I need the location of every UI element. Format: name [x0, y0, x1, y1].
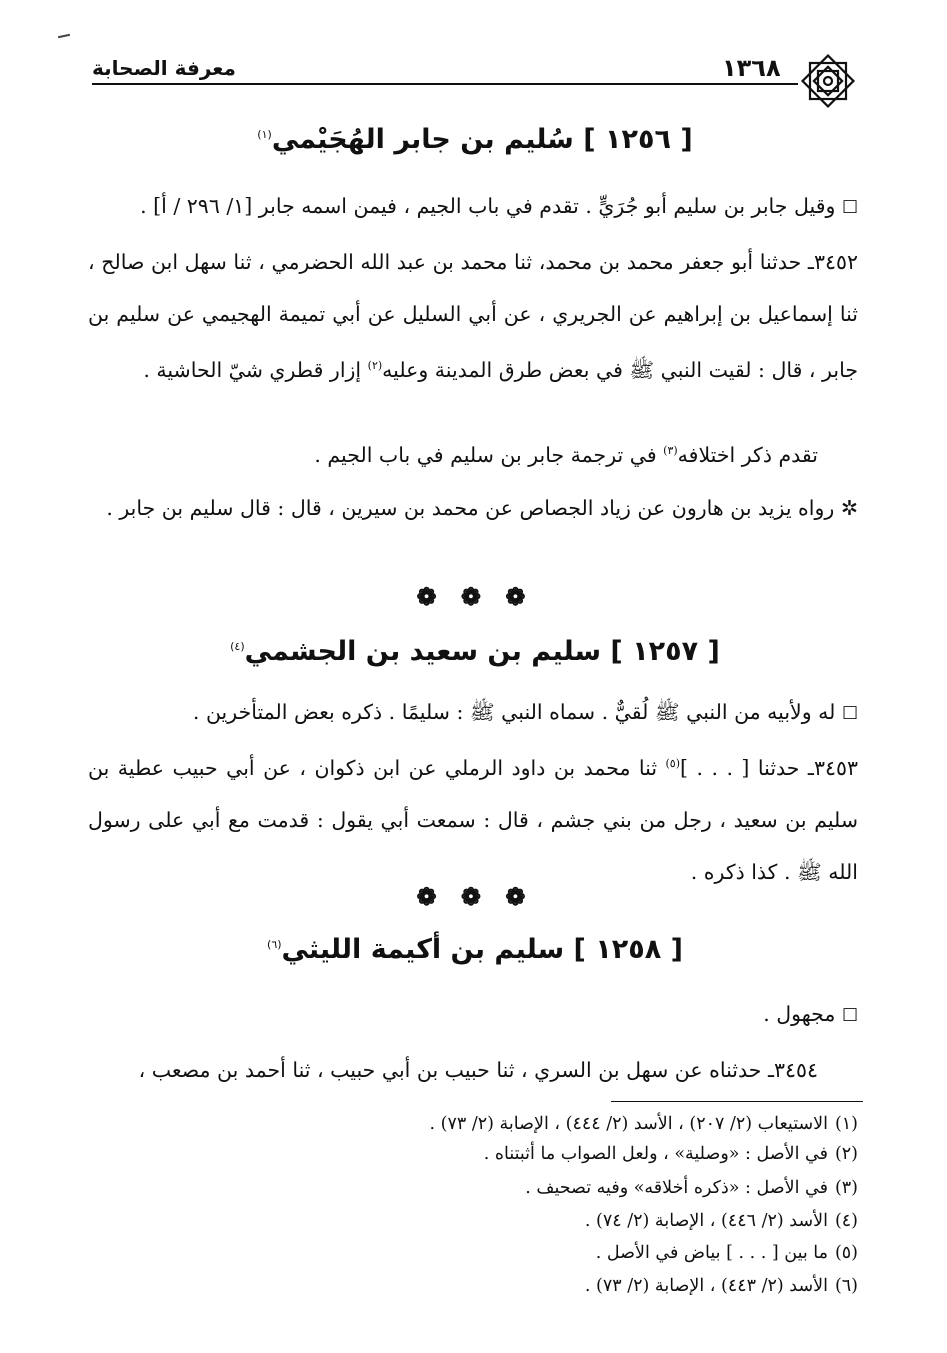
footnote-ref: (٤) [230, 640, 245, 653]
hadith-text: ٣٤٥٢ـ حدثنا أبو جعفر محمد بن محمد، ثنا محمد بن عبد الله الحضرمي ، ثنا سهل ابن صالح ، ثنا إسماعيل بن إبراهيم عن الجريري ، عن أبي السليل عن أبي تميمة الهجيمي عن سليم بن جابر ، قال : لقيت النبي ﷺ في بعض طرق المدينة وعليه [88, 250, 858, 382]
comment-text-tail: في ترجمة جابر بن سليم في باب الجيم . [314, 442, 664, 467]
square-bullet-icon: □ [841, 196, 858, 216]
page-number: ١٣٦٨ [722, 54, 781, 82]
entry-intro [88, 180, 858, 232]
entry-heading-1257 [92, 636, 858, 667]
footnote-ref: (٢) [367, 359, 383, 372]
header-rule [92, 83, 798, 85]
entry-intro-text: وقيل جابر بن سليم أبو جُرَيٍّ . تقدم في باب الجيم ، فيمن اسمه جابر [١/ ٢٩٦ / أ] . [140, 194, 836, 218]
hadith-3454 [88, 1044, 818, 1096]
hadith-text: ٣٤٥٤ـ حدثناه عن سهل بن السري ، ثنا حبيب بن أبي حبيب ، ثنا أحمد بن مصعب ، [138, 1058, 818, 1082]
square-bullet-icon: □ [841, 1004, 858, 1024]
footnote-text: الاستيعاب (٢/ ٢٠٧) ، الأسد (٢/ ٤٤٤) ، الإصابة (٢/ ٧٣) . [429, 1114, 828, 1134]
footnote-item [98, 1173, 858, 1203]
footnote-ref: (٥) [665, 757, 681, 770]
hadith-text-tail: إزار قطري شيّ الحاشية . [143, 357, 368, 382]
comment-text: تقدم ذكر اختلافه [677, 442, 818, 467]
footnote-item [98, 1238, 858, 1268]
footnote-number: (١) [834, 1114, 858, 1134]
hadith-3452 [88, 236, 858, 396]
entry-intro-text: له ولأبيه من النبي ﷺ لُقيٌّ . سماه النبي ﷺ : سليمًا . ذكره بعض المتأخرين . [192, 700, 836, 724]
asterisk-icon: ✲ [840, 496, 858, 520]
entry-intro [88, 988, 858, 1040]
footnote-text: ما بين [ . . . ] بياض في الأصل . [595, 1243, 828, 1263]
entry-riwaya [88, 482, 858, 534]
entry-heading-text: [ ١٢٥٧ ] سليم بن سعيد بن الجشمي [244, 636, 720, 667]
footnote-number: (٣) [834, 1178, 858, 1198]
section-separator: ❁ ❁ ❁ [416, 582, 534, 611]
footnote-number: (٤) [834, 1211, 858, 1231]
footnote-ref: (٦) [267, 938, 282, 951]
square-bullet-icon: □ [841, 702, 858, 722]
footnote-ref: (١) [257, 128, 272, 141]
footnote-item [98, 1271, 858, 1301]
entry-intro [88, 686, 858, 738]
section-separator: ❁ ❁ ❁ [416, 882, 534, 911]
footnote-number: (٥) [834, 1243, 858, 1263]
entry-heading-1256 [92, 124, 858, 155]
footnote-text: في الأصل : «ذكره أخلاقه» وفيه تصحيف . [525, 1178, 828, 1198]
entry-heading-text: [ ١٢٥٨ ] سليم بن أكيمة الليثي [281, 934, 683, 965]
riwaya-text: رواه يزيد بن هارون عن زياد الجصاص عن محمد بن سيرين ، قال : قال سليم بن جابر . [106, 496, 835, 520]
footnote-number: (٦) [834, 1276, 858, 1296]
footnote-item [98, 1109, 858, 1139]
footnote-text: الأسد (٢/ ٤٤٣) ، الإصابة (٢/ ٧٣) . [584, 1276, 828, 1296]
footnote-text: في الأصل : «وصلية» ، ولعل الصواب ما أثبتناه . [483, 1144, 828, 1164]
entry-heading-text: [ ١٢٥٦ ] سُليم بن جابر الهُجَيْمي [271, 124, 693, 155]
entry-heading-1258 [92, 934, 858, 965]
footnote-rule [611, 1101, 863, 1102]
running-title: معرفة الصحابة [92, 56, 236, 80]
footnote-number: (٢) [834, 1144, 858, 1164]
star-ornament-icon [798, 51, 858, 111]
hadith-3453 [88, 738, 858, 898]
hadith-text-tail: ثنا محمد بن داود الرملي عن ابن ذكوان ، عن أبي حبيب عطية بن سليم بن سعيد ، رجل من بني جشم ، قال : سمعت أبي يقول : قدمت مع أبي على رسول الله ﷺ . كذا ذكره . [88, 755, 858, 884]
entry-comment [88, 425, 818, 481]
footnote-text: الأسد (٢/ ٤٤٦) ، الإصابة (٢/ ٧٤) . [584, 1211, 828, 1231]
footnote-item [98, 1139, 858, 1169]
footnote-ref: (٣) [663, 444, 678, 457]
scan-mark [58, 34, 70, 38]
hadith-text: ٣٤٥٣ـ حدثنا [ . . . ] [680, 755, 858, 780]
entry-intro-text: مجهول . [763, 1002, 836, 1026]
footnote-item [98, 1206, 858, 1236]
